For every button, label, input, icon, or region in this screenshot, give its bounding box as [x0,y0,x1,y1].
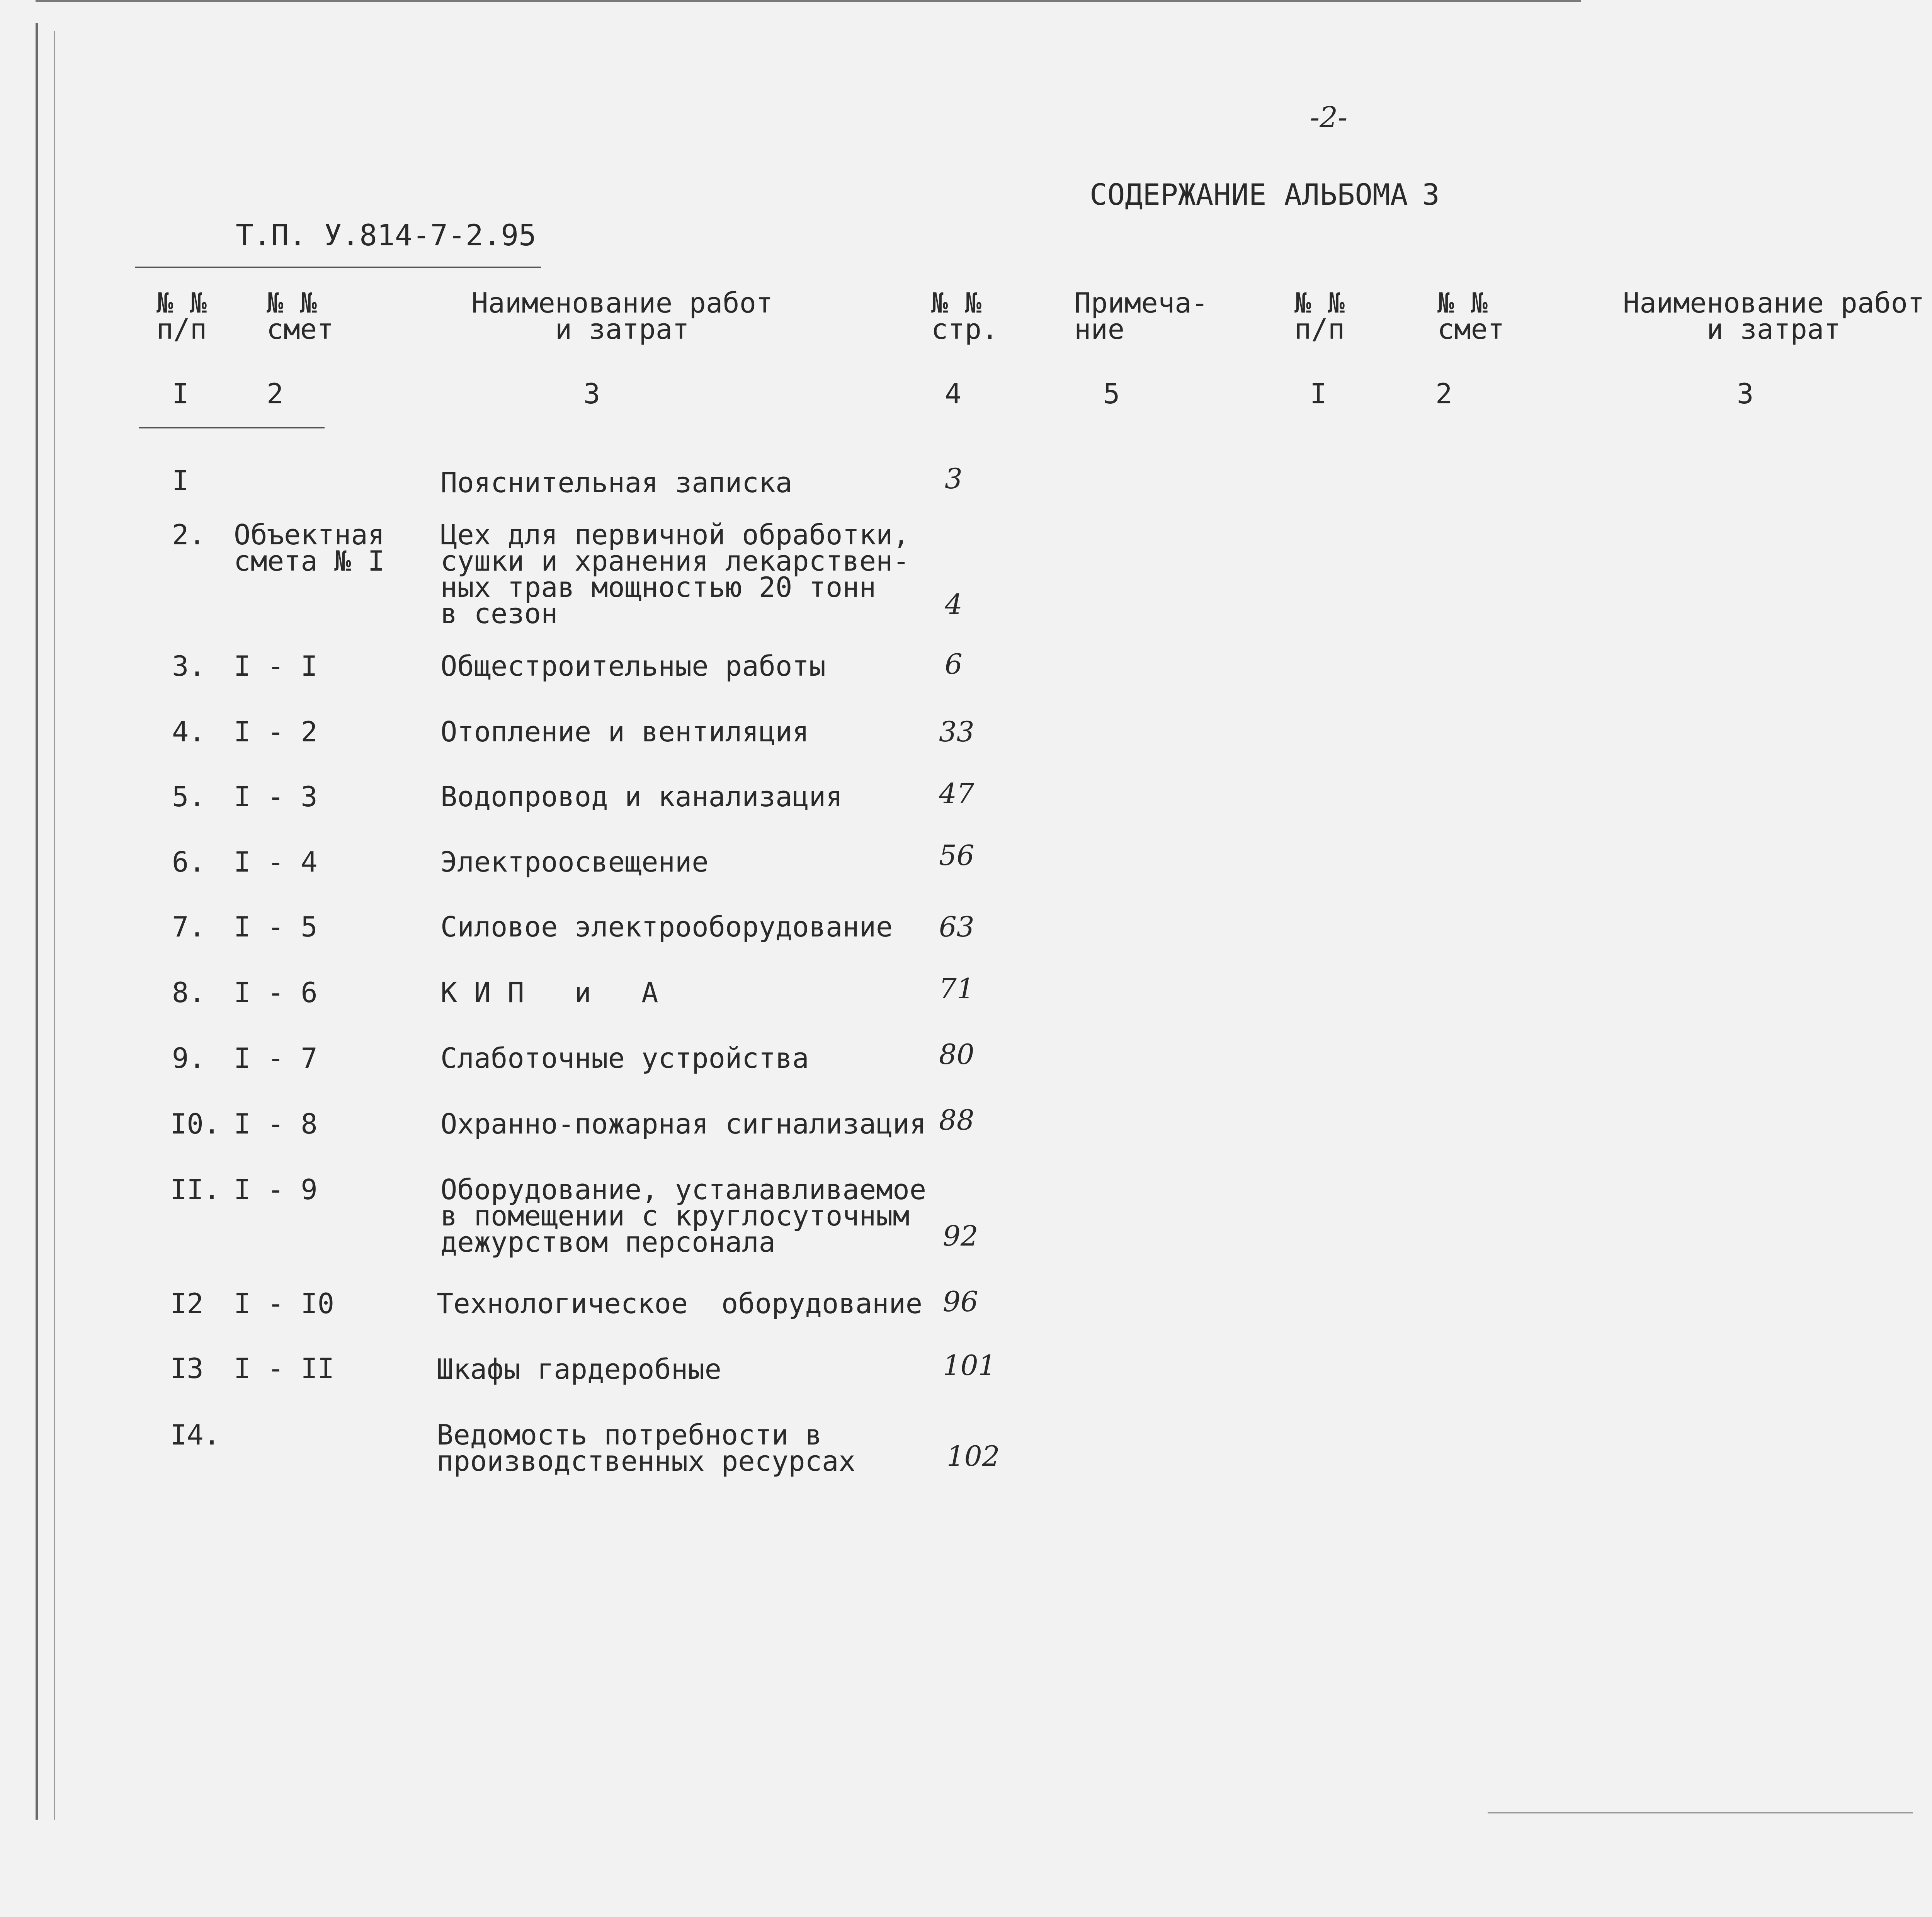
row-estimate: I - 9 [234,1173,318,1206]
album-number: 3 [1422,177,1440,212]
header-num-right: № № п/п [1294,287,1345,345]
row-page: 56 [939,839,975,872]
project-code: Т.П. У.814-7-2.95 [236,218,536,252]
header-estimate-right: № № смет [1437,287,1505,345]
row-estimate: Объектная смета № I [234,518,385,577]
col-number: 3 [583,377,600,410]
row-name: Общестроительные работы [440,650,826,682]
col-number: 2 [267,377,284,410]
row-num: 4. [172,715,206,748]
row-name: Цех для первичной обработки, сушки и хранения лекарствен- ных трав мощностью 20 тонн в сезон [440,518,910,630]
row-estimate: I - 7 [234,1042,318,1074]
col-number: I [1310,377,1327,410]
row-page: 96 [943,1285,978,1318]
header-note: Примеча- ние [1074,287,1208,345]
row-page: 47 [939,777,975,810]
row-page: 102 [947,1440,1000,1472]
row-page: 63 [939,911,975,943]
col-number: I [172,377,189,410]
page-number: -2- [1310,101,1348,134]
row-page: 6 [945,648,963,680]
row-name: Технологическое оборудование [437,1287,923,1320]
row-page: 33 [939,715,975,748]
row-page: 101 [943,1349,996,1382]
row-name: Пояснительная записка [440,466,793,499]
row-name: Водопровод и канализация [440,780,843,813]
row-num: I4. [170,1419,221,1451]
row-estimate: I - 8 [234,1108,318,1140]
header-rule [135,267,541,268]
row-page: 71 [939,972,975,1005]
row-num: II. [170,1173,221,1206]
col-number: 3 [1737,377,1754,410]
row-page: 4 [945,588,963,620]
row-num: 6. [172,846,206,878]
row-estimate: I - 5 [234,911,318,943]
row-num: I0. [170,1108,221,1140]
row-name: Слаботочные устройства [440,1042,809,1074]
row-num: 5. [172,780,206,813]
header-rule [139,427,325,428]
row-num: 7. [172,911,206,943]
header-name-right: Наименование работ и затрат [1623,287,1925,345]
row-name: Шкафы гардеробные [437,1353,721,1385]
col-number: 5 [1103,377,1120,410]
row-name: Отопление и вентиляция [440,715,809,748]
row-name: Охранно-пожарная сигнализация [440,1108,927,1140]
row-estimate: I - II [234,1352,335,1385]
col-number: 4 [945,377,962,410]
row-num: I [172,464,189,497]
row-num: 3. [172,650,206,682]
row-num: 8. [172,976,206,1009]
row-page: 92 [943,1220,978,1252]
row-num: 2. [172,518,206,551]
frame-left-border [36,23,38,1820]
row-name: К И П и А [440,976,658,1009]
row-num: I2 [170,1287,204,1320]
row-name: Оборудование, устанавливаемое в помещении с круглосуточным дежурством персонала [440,1173,927,1258]
row-num: 9. [172,1042,206,1074]
header-num: № № п/п [156,287,207,345]
col-number: 2 [1435,377,1452,410]
header-name: Наименование работ и затрат [471,287,773,345]
row-name: Ведомость потребности в производственных ресурсах [437,1419,855,1477]
frame-bottom-line [1488,1812,1913,1813]
header-page: № № стр. [931,287,998,345]
row-estimate: I - 4 [234,846,318,878]
row-estimate: I - 6 [234,976,318,1009]
row-estimate: I - I [234,650,318,682]
row-num: I3 [170,1352,204,1385]
frame-inner-border [54,31,55,1820]
row-page: 80 [939,1038,975,1071]
row-name: Силовое электрооборудование [440,911,893,943]
row-estimate: I - 2 [234,715,318,748]
frame-top-border [36,0,1581,2]
row-estimate: I - 3 [234,780,318,813]
row-page: 3 [945,462,963,495]
row-estimate: I - I0 [234,1287,335,1320]
row-page: 88 [939,1104,975,1136]
row-name: Электроосвещение [440,846,709,878]
header-estimate: № № смет [267,287,334,345]
album-title: СОДЕРЖАНИЕ АЛЬБОМА [1090,177,1408,212]
